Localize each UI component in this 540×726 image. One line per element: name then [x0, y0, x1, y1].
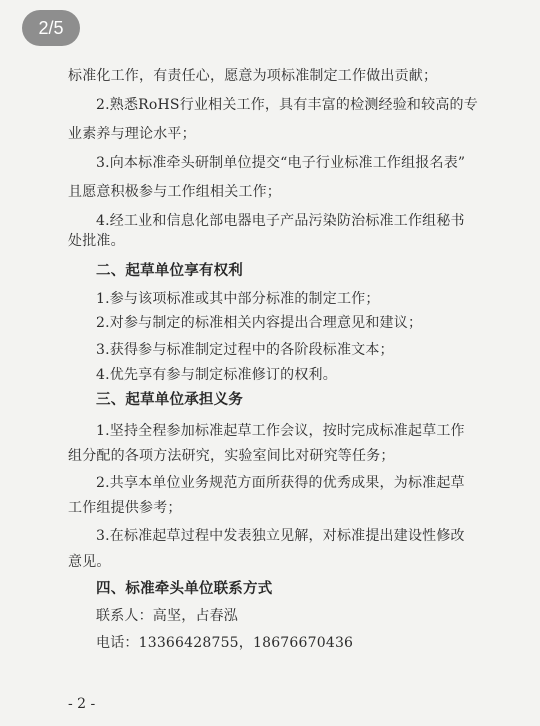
text-line: 2.对参与制定的标准相关内容提出合理意见和建议； — [96, 315, 423, 331]
text-line: 业素养与理论水平； — [68, 126, 196, 142]
text-line: 且愿意积极参与工作组相关工作； — [68, 184, 281, 200]
text-line: 标准化工作，有责任心，愿意为项标准制定工作做出贡献； — [68, 68, 438, 84]
contact-person: 联系人：高坚，占春泓 — [96, 608, 238, 624]
text-line: 2.共享本单位业务规范方面所获得的优秀成果，为标准起草 — [96, 475, 465, 491]
text-line: 3.向本标准牵头研制单位提交“电子行业标准工作组报名表” — [96, 155, 466, 171]
text-line: 3.获得参与标准制定过程中的各阶段标准文本； — [96, 342, 394, 358]
text-line: 处批准。 — [68, 233, 125, 249]
section-heading: 三、起草单位承担义务 — [96, 392, 243, 408]
text-line: 1.坚持全程参加标准起草工作会议，按时完成标准起草工作 — [96, 423, 465, 439]
text-line: 意见。 — [68, 554, 111, 570]
contact-phone: 电话：13366428755，18676670436 — [96, 635, 354, 651]
text-line: 2.熟悉RoHS行业相关工作，具有丰富的检测经验和较高的专 — [96, 97, 478, 113]
section-heading: 四、标准牵头单位联系方式 — [96, 581, 273, 597]
text-line: 4.优先享有参与制定标准修订的权利。 — [96, 367, 337, 383]
section-heading: 二、起草单位享有权利 — [96, 263, 243, 279]
text-line: 组分配的各项方法研究，实验室间比对研究等任务； — [68, 448, 395, 464]
text-line: 工作组提供参考； — [68, 500, 182, 516]
page-number: - 2 - — [68, 696, 96, 712]
text-line: 1.参与该项标准或其中部分标准的制定工作； — [96, 291, 380, 307]
text-line: 3.在标准起草过程中发表独立见解，对标准提出建设性修改 — [96, 528, 465, 544]
text-line: 4.经工业和信息化部电器电子产品污染防治标准工作组秘书 — [96, 213, 465, 229]
page-indicator-badge[interactable]: 2/5 — [22, 10, 80, 46]
